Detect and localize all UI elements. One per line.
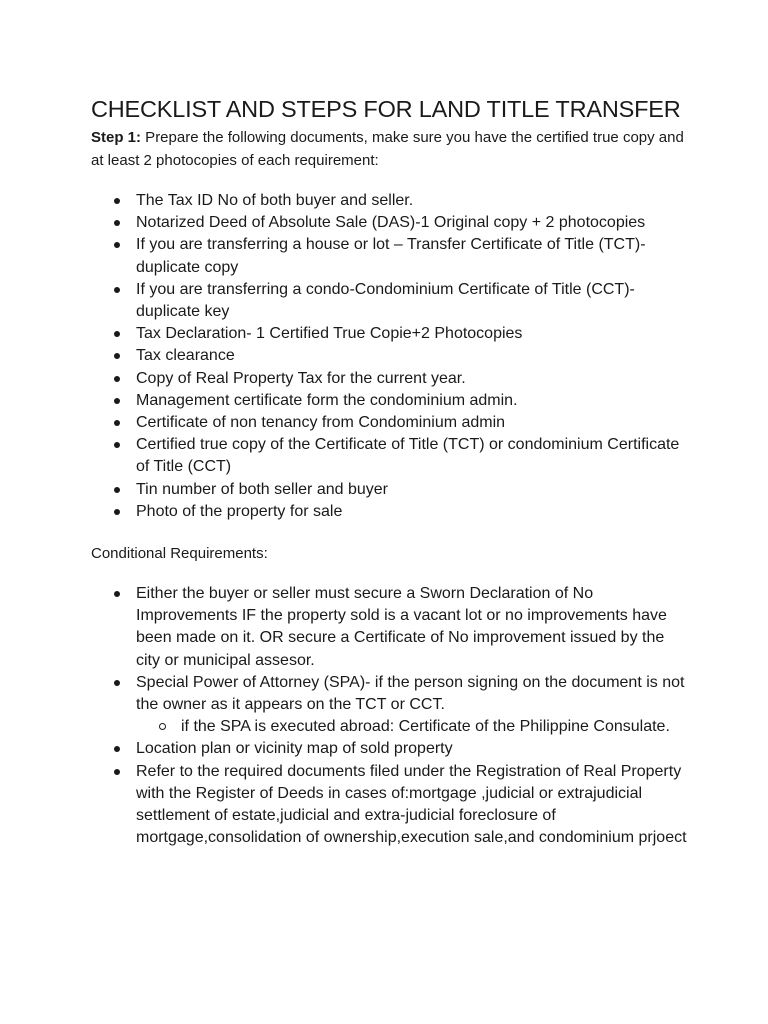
list-item-text: Special Power of Attorney (SPA)- if the person signing on the document is not the owner as it appears on the TCT or CCT. (136, 673, 685, 714)
list-item: If you are transferring a house or lot – Transfer Certificate of Title (TCT)- duplicate copy (91, 234, 691, 278)
spa-sublist (136, 716, 691, 738)
list-item: Certified true copy of the Certificate of Title (TCT) or condominium Certificate of Title (CCT) (91, 434, 691, 478)
step-1-label: Step 1: (91, 129, 142, 146)
conditional-requirements-heading: Conditional Requirements: (91, 545, 268, 562)
step-1-intro (91, 127, 691, 172)
list-item: The Tax ID No of both buyer and seller. (91, 190, 691, 212)
list-item: Notarized Deed of Absolute Sale (DAS)-1 Original copy + 2 photocopies (91, 212, 691, 234)
list-item: Management certificate form the condominium admin. (91, 390, 691, 412)
document-title: CHECKLIST AND STEPS FOR LAND TITLE TRANSFER (91, 96, 681, 122)
list-item: Location plan or vicinity map of sold property (91, 738, 691, 760)
list-item: Refer to the required documents filed under the Registration of Real Property with the Register of Deeds in cases of:mortgage ,judicial or extrajudicial settlement of estate,judicial and extra-judicial foreclosure of mortgage,consolidation of ownership,execution sale,and condominium prjoect (91, 761, 691, 850)
list-item: Tax Declaration- 1 Certified True Copie+2 Photocopies (91, 323, 691, 345)
conditional-requirements-list (91, 583, 691, 849)
list-item: Copy of Real Property Tax for the current year. (91, 368, 691, 390)
list-item: Either the buyer or seller must secure a Sworn Declaration of No Improvements IF the property sold is a vacant lot or no improvements have been made on it. OR secure a Certificate of No improvement issued by the city or municipal assesor. (91, 583, 691, 672)
sub-list-item: if the SPA is executed abroad: Certificate of the Philippine Consulate. (136, 716, 691, 738)
step-1-text: Prepare the following documents, make sure you have the certified true copy and at least 2 photocopies of each requirement: (91, 129, 684, 169)
list-item: Photo of the property for sale (91, 501, 691, 523)
list-item: If you are transferring a condo-Condominium Certificate of Title (CCT)- duplicate key (91, 279, 691, 323)
list-item: Tax clearance (91, 345, 691, 367)
list-item: Certificate of non tenancy from Condominium admin (91, 412, 691, 434)
list-item: Tin number of both seller and buyer (91, 479, 691, 501)
requirements-list (91, 190, 691, 523)
list-item-spa (91, 672, 691, 739)
